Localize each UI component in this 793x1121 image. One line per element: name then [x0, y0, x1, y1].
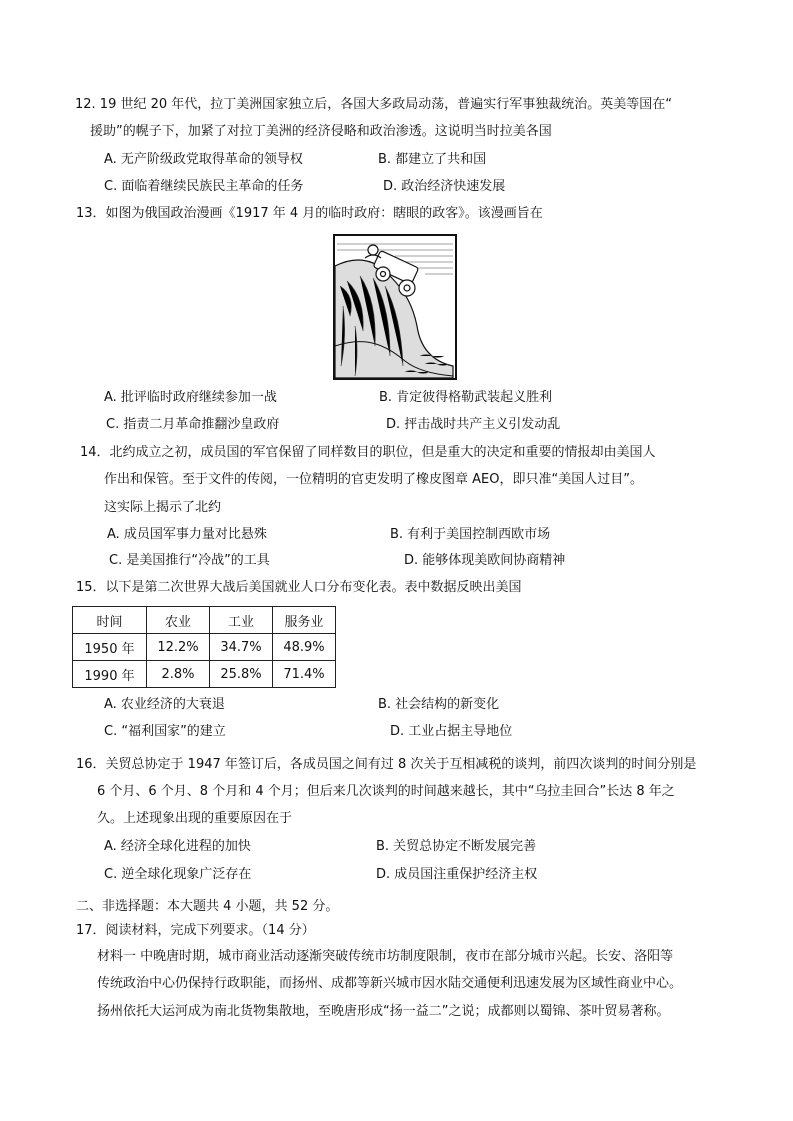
q12-option-a: A. 无产阶级政党取得革命的领导权 [104, 152, 303, 167]
q13-stem: 13．如图为俄国政治漫画《1917 年 4 月的临时政府：瞎眼的政客》。该漫画旨在 [76, 206, 543, 221]
q16-stem-line2: 6 个月、6 个月、8 个月和 4 个月；但后来几次谈判的时间越来越长，其中“乌拉圭回合”长达 8 年之 [97, 784, 675, 799]
table-cell: 1950 年 [73, 634, 147, 661]
table-cell: 12.2% [147, 634, 210, 661]
table-header-row [73, 607, 336, 634]
q12-option-b: B. 都建立了共和国 [378, 152, 487, 167]
q16-stem-line1: 16．关贸总协定于 1947 年签订后，各成员国之间有过 8 次关于互相减税的谈判，前四次谈判的时间分别是 [76, 757, 697, 772]
q15-option-a: A. 农业经济的大衰退 [104, 697, 225, 712]
q17-stem: 17．阅读材料，完成下列要求。（14 分） [76, 923, 315, 938]
q12-stem-line1: 12. 19 世纪 20 年代，拉丁美洲国家独立后，各国大多政局动荡，普遍实行军事独裁统治。英美等国在“ [75, 97, 673, 112]
table-cell: 34.7% [210, 634, 273, 661]
q16-option-b: B. 关贸总协定不断发展完善 [376, 839, 537, 854]
political-cartoon-image [333, 234, 457, 380]
q15-option-b: B. 社会结构的新变化 [378, 697, 500, 712]
q14-option-d: D. 能够体现美欧间协商精神 [404, 553, 566, 568]
q12-stem-line2: 援助”的幌子下，加紧了对拉丁美洲的经济侵略和政治渗透。这说明当时拉美各国 [90, 124, 552, 139]
table-header-cell: 时间 [73, 607, 147, 634]
table-cell: 71.4% [273, 661, 336, 688]
table-row [73, 661, 336, 688]
q14-stem-line2: 作出和保管。至于文件的传阅，一位精明的官吏发明了橡皮图章 AEO，即只准“美国人过目”。 [104, 472, 643, 487]
table-cell: 2.8% [147, 661, 210, 688]
table-row [73, 634, 336, 661]
q17-material-line2: 传统政治中心仍保持行政职能，而扬州、成都等新兴城市因水陆交通便利迅速发展为区域性商业中心。 [97, 976, 683, 991]
q17-material-line3: 扬州依托大运河成为南北货物集散地，至晚唐形成“扬一益二”之说；成都则以蜀锦、茶叶贸易著称。 [97, 1004, 670, 1019]
employment-table [72, 606, 336, 688]
q14-option-c: C. 是美国推行“冷战”的工具 [109, 553, 270, 568]
q12-option-c: C. 面临着继续民族民主革命的任务 [104, 179, 304, 194]
q14-option-b: B. 有利于美国控制西欧市场 [390, 527, 551, 542]
q16-option-d: D. 成员国注重保护经济主权 [376, 867, 538, 882]
table-header-cell: 工业 [210, 607, 273, 634]
q15-option-d: D. 工业占据主导地位 [390, 724, 513, 739]
q14-stem-line3: 这实际上揭示了北约 [104, 500, 222, 515]
q13-option-d: D. 抨击战时共产主义引发动乱 [386, 417, 561, 432]
table-cell: 48.9% [273, 634, 336, 661]
cartoon-drawing [335, 236, 455, 378]
section2-heading: 二、非选择题：本大题共 4 小题，共 52 分。 [76, 899, 339, 914]
q15-option-c: C. “福利国家”的建立 [104, 724, 226, 739]
q15-stem: 15．以下是第二次世界大战后美国就业人口分布变化表。表中数据反映出美国 [76, 580, 522, 595]
q16-option-a: A. 经济全球化进程的加快 [104, 839, 251, 854]
q12-option-d: D. 政治经济快速发展 [383, 179, 506, 194]
table-cell: 1990 年 [73, 661, 147, 688]
q14-option-a: A. 成员国军事力量对比悬殊 [107, 527, 267, 542]
table-header-cell: 农业 [147, 607, 210, 634]
q14-stem-line1: 14．北约成立之初，成员国的军官保留了同样数目的职位，但是重大的决定和重要的情报却由美国人 [80, 445, 656, 460]
q13-option-b: B. 肯定彼得格勒武装起义胜利 [379, 390, 553, 405]
q17-material-line1: 材料一 中晚唐时期，城市商业活动逐渐突破传统市坊制度限制，夜市在部分城市兴起。长安、洛阳等 [97, 949, 674, 964]
table-cell: 25.8% [210, 661, 273, 688]
table-header-cell: 服务业 [273, 607, 336, 634]
q16-option-c: C. 逆全球化现象广泛存在 [104, 867, 252, 882]
q13-option-a: A. 批评临时政府继续参加一战 [104, 390, 277, 405]
q13-option-c: C. 指责二月革命推翻沙皇政府 [106, 417, 280, 432]
q16-stem-line3: 久。上述现象出现的重要原因在于 [97, 811, 293, 826]
